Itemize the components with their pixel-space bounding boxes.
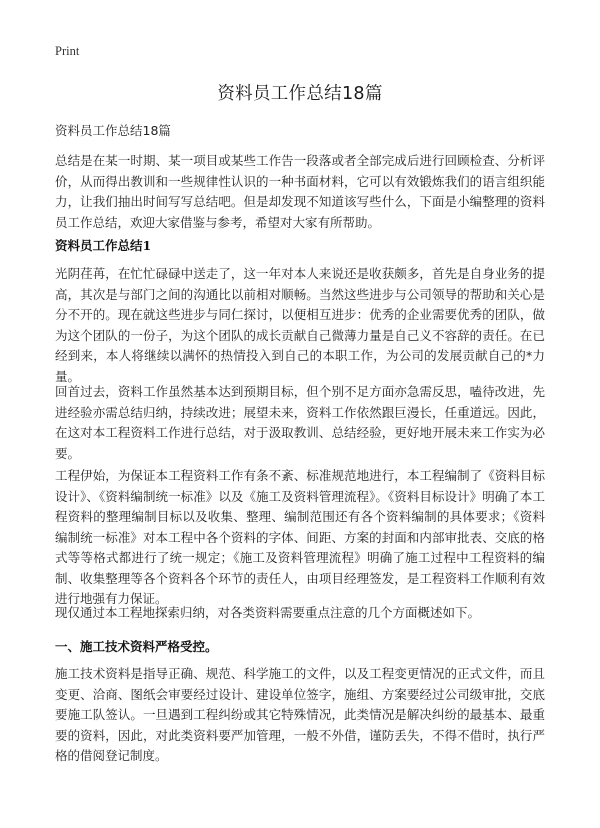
- section1-paragraph-1: 光阴荏苒，在忙忙碌碌中送走了，这一年对本人来说还是收获颇多，首先是自身业务的提高，其次是与部门之间的沟通比以前相对顺畅。当然这些进步与公司领导的帮助和关心是分不开的。现在就这些进步与同仁探讨，以便相互进步：优秀的企业需要优秀的团队，做为这个团队的一份子，为这个团队的成长贡献自己微薄力量是自己义不容辞的责任。在已经到来，本人将继续以满怀的热情投入到自己的本职工作，为公司的发展贡献自己的*力量。: [55, 266, 545, 384]
- print-link[interactable]: Print: [55, 44, 80, 58]
- section1-paragraph-2: 回首过去，资料工作虽然基本达到预期目标，但个别不足方面亦急需反思，嗑待改进，先进经验亦需总结归纳，持续改进；展望未来，资料工作依然跟巨漫长，任重道远。因此，在这对本工程资料工作进行总结，对于汲取教训、总结经验，更好地开展未来工作实为必要。: [55, 384, 545, 461]
- section1-paragraph-4: 现仅通过本工程地探索归纳，对各类资料需要重点注意的几个方面概述如下。: [55, 605, 481, 620]
- section-heading-2: 一、施工技术资料严格受控。: [55, 639, 218, 654]
- section-heading-1: 资料员工作总结1: [55, 238, 152, 253]
- section1-paragraph-3: 工程伊始，为保证本工程资料工作有条不紊、标准规范地进行，本工程编制了《资料目标设计》、《资料编制统一标准》以及《施工及资料管理流程》。《资料目标设计》明确了本工程资料的整理编制目标以及收集、整理、编制范围还有各个资料编制的具体要求；《资料编制统一标准》对本工程中各个资料的字体、间距、方案的封面和内部审批表、交底的格式等等格式都进行了统一规定；《施工及资料管理流程》明确了施工过程中工程资料的编制、收集整理等各个资料各个环节的责任人，由项目经理签发，是工程资料工作顺利有效进行地强有力保证。: [55, 468, 545, 606]
- section2-paragraph: 施工技术资料是指导正确、规范、科学施工的文件，以及工程变更情况的正式文件，而且变更、洽商、图纸会审要经过设计、建设单位签字，施组、方案要经过公司级审批，交底要施工队签认。一旦遇到工程纠纷或其它特殊情况，此类情况是解决纠纷的最基本、最重要的资料，因此，对此类资料要严加管理，一般不外借，谨防丢失，不得不借时，执行严格的借阅登记制度。: [55, 666, 545, 763]
- document-subtitle: 资料员工作总结18篇: [55, 123, 171, 138]
- document-title: 资料员工作总结18篇: [217, 84, 383, 104]
- intro-paragraph: 总结是在某一时期、某一项目或某些工作告一段落或者全部完成后进行回顾检查、分析评价，从而得出教训和一些规律性认识的一种书面材料，它可以有效锻炼我们的语言组织能力，让我们抽出时间写写总结吧。但是却发现不知道该写些什么，下面是小编整理的资料员工作总结，欢迎大家借鉴与参考，希望对大家有所帮助。: [55, 153, 545, 230]
